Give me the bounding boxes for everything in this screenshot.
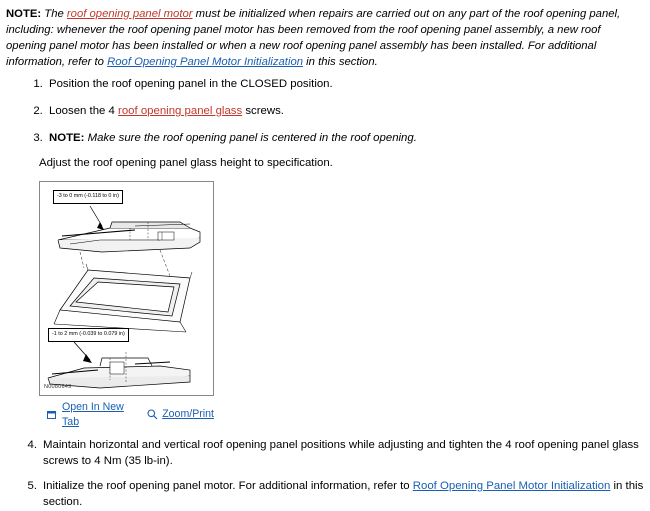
step-5-text — [43, 479, 650, 511]
callout-bottom-spec: -1 to 2 mm (-0.039 to 0.079 in) — [48, 328, 129, 342]
figure-id-label: N0080649 — [44, 384, 72, 391]
note-label: NOTE: — [6, 8, 42, 20]
note-text-part2: must be initialized when repairs are carried out on any part of the roof opening panel, including: whenever the roof opening panel motor has been removed from the roof opening panel assembly, a new roof opening panel motor has been installed or when a new roof opening panel assembly has been installed. For additional information, refer to — [6, 8, 621, 69]
figure-illustration — [40, 182, 213, 395]
motor-initialization-link-bottom[interactable]: Roof Opening Panel Motor Initialization — [412, 479, 611, 492]
callout-top-spec: -3 to 0 mm (-0.118 to 0 in) — [53, 190, 123, 204]
procedure-steps — [0, 77, 650, 430]
procedure-steps-continued — [0, 438, 650, 511]
step-2-text-post: screws. — [242, 105, 284, 118]
search-icon — [147, 409, 158, 420]
figure-toolbar — [39, 400, 214, 430]
open-in-new-tab-label: Open In New Tab — [62, 401, 124, 428]
note-body — [6, 8, 620, 68]
step-5-text-post: in this section. — [43, 479, 644, 508]
step-5-text-pre: Initialize the roof opening panel motor. For additional information, refer to — [43, 479, 413, 492]
motor-initialization-link-top[interactable]: Roof Opening Panel Motor Initialization — [107, 56, 304, 69]
step-3-subparagraph: Adjust the roof opening panel glass height to specification. — [39, 157, 333, 170]
figure-block — [39, 181, 214, 430]
new-tab-icon — [47, 410, 58, 420]
step-4-number: 4. — [27, 438, 37, 451]
step-5-number: 5. — [27, 479, 37, 492]
step-3-note-text: Make sure the roof opening panel is centered in the roof opening. — [87, 132, 417, 145]
step-4 — [26, 438, 650, 470]
open-in-new-tab-button[interactable] — [47, 400, 133, 430]
step-2-text-pre: Loosen the 4 — [49, 105, 119, 118]
step-4-text: Maintain horizontal and vertical roof opening panel positions while adjusting and tighten the 4 roof opening panel glass screws to 4 Nm (35 lb-in). — [43, 438, 639, 467]
roof-opening-panel-motor-link[interactable]: roof opening panel motor — [66, 8, 193, 20]
top-note — [0, 0, 650, 70]
roof-opening-panel-glass-link[interactable]: roof opening panel glass — [118, 105, 243, 118]
note-text-part1: The — [44, 8, 67, 20]
step-2 — [46, 104, 650, 120]
note-text-part3: in this section. — [303, 56, 378, 69]
step-1-text: Position the roof opening panel in the CLOSED position. — [49, 78, 333, 91]
zoom-print-button[interactable] — [147, 407, 214, 422]
step-5 — [26, 479, 650, 511]
roof-panel-adjustment-figure[interactable] — [39, 181, 214, 396]
zoom-print-label: Zoom/Print — [162, 408, 214, 421]
step-1 — [46, 77, 650, 93]
step-3-note-label: NOTE: — [49, 132, 85, 145]
step-3 — [39, 131, 650, 430]
